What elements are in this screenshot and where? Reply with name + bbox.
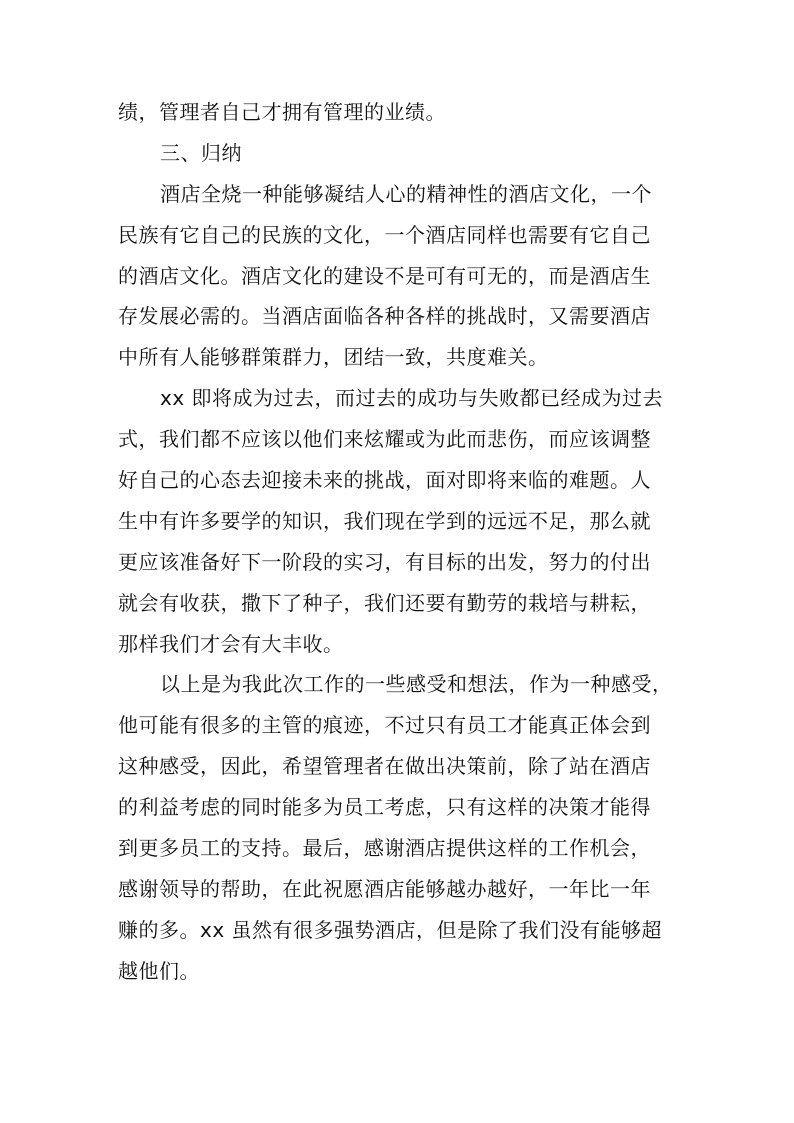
paragraph-line: 感谢领导的帮助，在此祝愿酒店能够越办越好，一年比一年 xyxy=(118,876,651,901)
paragraph-line: 酒店全烧一种能够凝结人心的精神性的酒店文化，一个 xyxy=(160,181,652,206)
paragraph-line: 更应该准备好下一阶段的实习，有目标的出发，努力的付出 xyxy=(118,549,651,574)
paragraph-line: 就会有收获，撒下了种子，我们还要有勤劳的栽培与耕耘， xyxy=(118,590,651,615)
paragraph-line: 那样我们才会有大丰收。 xyxy=(118,631,344,656)
paragraph-continuation-line: 绩，管理者自己才拥有管理的业绩。 xyxy=(118,100,446,124)
paragraph-line: 这种感受，因此，希望管理者在做出决策前，除了站在酒店 xyxy=(118,754,651,779)
document-page xyxy=(118,92,678,992)
paragraph-1 xyxy=(118,174,678,378)
paragraph-line: xx 即将成为过去，而过去的成功与失败都已经成为过去 xyxy=(160,386,664,411)
paragraph-line: 到更多员工的支持。最后，感谢酒店提供这样的工作机会， xyxy=(118,836,651,861)
paragraph-line: 赚的多。xx 虽然有很多强势酒店，但是除了我们没有能够超 xyxy=(118,917,663,942)
paragraph-line: 好自己的心态去迎接未来的挑战，面对即将来临的难题。人 xyxy=(118,468,651,493)
paragraph-line: 中所有人能够群策群力，团结一致，共度难关。 xyxy=(118,345,549,370)
paragraph-line: 生中有许多要学的知识，我们现在学到的远远不足，那么就 xyxy=(118,508,651,533)
paragraph-3 xyxy=(118,664,678,991)
paragraph-line: 他可能有很多的主管的痕迹，不过只有员工才能真正体会到 xyxy=(118,713,651,738)
section-heading: 三、归纳 xyxy=(160,140,242,165)
paragraph-line: 越他们。 xyxy=(118,958,200,983)
paragraph-line: 以上是为我此次工作的一些感受和想法，作为一种感受， xyxy=(160,672,673,697)
paragraph-line: 的酒店文化。酒店文化的建设不是可有可无的，而是酒店生 xyxy=(118,263,651,288)
paragraph-line: 的利益考虑的同时能多为员工考虑，只有这样的决策才能得 xyxy=(118,795,651,820)
paragraph-line: 存发展必需的。当酒店面临各种各样的挑战时，又需要酒店 xyxy=(118,304,651,329)
paragraph-line: 民族有它自己的民族的文化，一个酒店同样也需要有它自己 xyxy=(118,222,651,247)
paragraph-2 xyxy=(118,378,678,664)
paragraph-line: 式，我们都不应该以他们来炫耀或为此而悲伤，而应该调整 xyxy=(118,427,651,452)
